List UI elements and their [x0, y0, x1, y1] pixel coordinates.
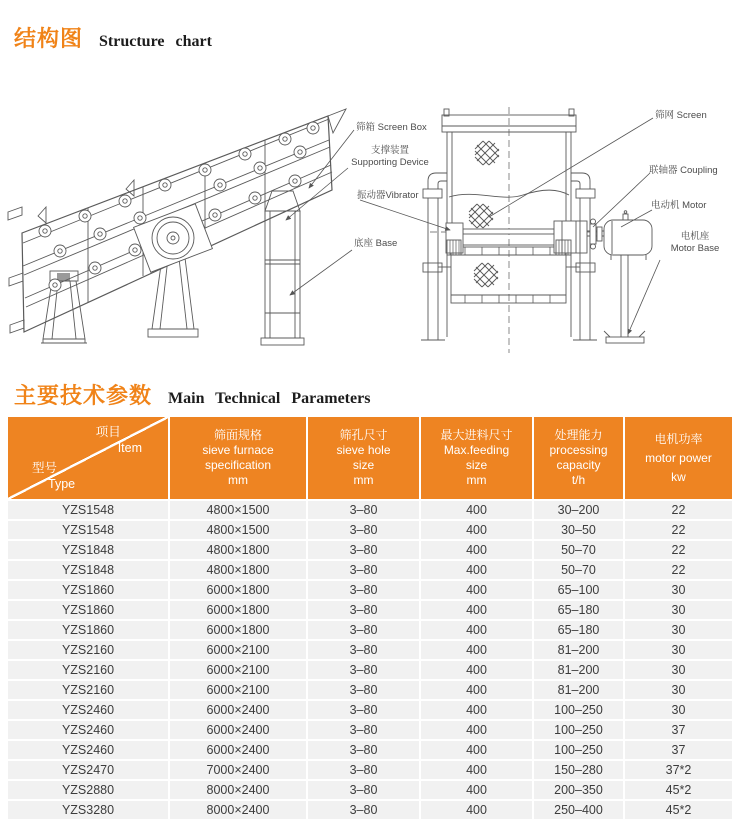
header-cell-max-feeding-size: 最大进料尺寸 Max.feeding size mm	[421, 417, 532, 499]
label-motor-base-en: Motor Base	[670, 243, 720, 254]
parameters-table-wrap	[6, 415, 734, 821]
table-body	[8, 501, 732, 819]
cell-motor-power: 22	[625, 521, 732, 539]
cell-sieve-specification: 6000×2400	[170, 741, 306, 759]
structure-diagram	[0, 85, 750, 380]
cell-motor-power: 45*2	[625, 801, 732, 819]
cell-sieve-specification: 6000×1800	[170, 601, 306, 619]
cell-model: YZS2160	[8, 641, 168, 659]
cell-processing-capacity: 30–200	[534, 501, 623, 519]
cell-processing-capacity: 65–180	[534, 621, 623, 639]
cell-sieve-hole-size: 3–80	[308, 681, 419, 699]
cell-sieve-specification: 6000×1800	[170, 581, 306, 599]
table-row	[8, 621, 732, 639]
cell-max-feeding-size: 400	[421, 641, 532, 659]
cell-motor-power: 30	[625, 701, 732, 719]
table-row	[8, 601, 732, 619]
cell-motor-power: 37*2	[625, 761, 732, 779]
cell-motor-power: 37	[625, 721, 732, 739]
label-base: 底座 Base	[354, 238, 398, 249]
table-row	[8, 661, 732, 679]
label-screen-box: 筛箱 Screen Box	[356, 122, 427, 133]
header-type: 型号 Type	[32, 461, 76, 491]
label-supporting-cn: 支撑装置	[370, 145, 409, 156]
front-view-drawing	[421, 107, 652, 353]
cell-model: YZS1860	[8, 621, 168, 639]
cell-sieve-specification: 6000×2400	[170, 701, 306, 719]
label-supporting-device	[334, 145, 446, 169]
cell-model: YZS1848	[8, 561, 168, 579]
cell-motor-power: 30	[625, 581, 732, 599]
cell-motor-power: 22	[625, 561, 732, 579]
cell-model: YZS2460	[8, 701, 168, 719]
cell-motor-power: 37	[625, 741, 732, 759]
cell-max-feeding-size: 400	[421, 561, 532, 579]
table-header	[8, 417, 732, 499]
cell-sieve-hole-size: 3–80	[308, 701, 419, 719]
cell-sieve-specification: 6000×1800	[170, 621, 306, 639]
cell-max-feeding-size: 400	[421, 701, 532, 719]
table-row	[8, 801, 732, 819]
parameters-title-cn: 主要技术参数	[14, 383, 153, 408]
cell-processing-capacity: 65–100	[534, 581, 623, 599]
cell-processing-capacity: 100–250	[534, 701, 623, 719]
cell-max-feeding-size: 400	[421, 661, 532, 679]
label-supporting-en: Supporting Device	[351, 157, 429, 168]
cell-model: YZS2470	[8, 761, 168, 779]
cell-sieve-specification: 4800×1800	[170, 561, 306, 579]
cell-max-feeding-size: 400	[421, 541, 532, 559]
cell-model: YZS2160	[8, 661, 168, 679]
cell-motor-power: 30	[625, 641, 732, 659]
structure-title-cn: 结构图	[14, 26, 84, 51]
header-cell-sieve-specification: 筛面规格 sieve furnace specification mm	[170, 417, 306, 499]
cell-max-feeding-size: 400	[421, 681, 532, 699]
cell-model: YZS2460	[8, 721, 168, 739]
cell-sieve-specification: 4800×1500	[170, 521, 306, 539]
header-cell-type-item	[8, 417, 168, 499]
cell-sieve-hole-size: 3–80	[308, 621, 419, 639]
table-row	[8, 681, 732, 699]
cell-sieve-specification: 8000×2400	[170, 801, 306, 819]
table-row	[8, 741, 732, 759]
cell-processing-capacity: 65–180	[534, 601, 623, 619]
cell-motor-power: 30	[625, 661, 732, 679]
cell-sieve-hole-size: 3–80	[308, 761, 419, 779]
side-view-drawing	[8, 109, 346, 345]
header-cell-motor-power: 电机功率 motor power kw	[625, 417, 732, 499]
cell-sieve-hole-size: 3–80	[308, 541, 419, 559]
cell-motor-power: 22	[625, 501, 732, 519]
structure-chart-title	[14, 22, 212, 53]
cell-max-feeding-size: 400	[421, 761, 532, 779]
motor-detail	[587, 211, 652, 343]
table-row	[8, 561, 732, 579]
cell-sieve-specification: 6000×2100	[170, 661, 306, 679]
cell-processing-capacity: 200–350	[534, 781, 623, 799]
cell-sieve-hole-size: 3–80	[308, 521, 419, 539]
cell-max-feeding-size: 400	[421, 521, 532, 539]
header-cell-sieve-hole-size: 筛孔尺寸 sieve hole size mm	[308, 417, 419, 499]
cell-sieve-hole-size: 3–80	[308, 501, 419, 519]
cell-max-feeding-size: 400	[421, 801, 532, 819]
cell-sieve-specification: 6000×2100	[170, 681, 306, 699]
cell-processing-capacity: 50–70	[534, 561, 623, 579]
cell-sieve-specification: 4800×1800	[170, 541, 306, 559]
table-row	[8, 721, 732, 739]
cell-model: YZS2160	[8, 681, 168, 699]
cell-processing-capacity: 81–200	[534, 681, 623, 699]
table-row	[8, 581, 732, 599]
cell-processing-capacity: 81–200	[534, 641, 623, 659]
cell-processing-capacity: 100–250	[534, 741, 623, 759]
table-row	[8, 501, 732, 519]
cell-sieve-hole-size: 3–80	[308, 721, 419, 739]
header-cell-processing-capacity: 处理能力 processing capacity t/h	[534, 417, 623, 499]
cell-sieve-hole-size: 3–80	[308, 561, 419, 579]
cell-max-feeding-size: 400	[421, 601, 532, 619]
cell-max-feeding-size: 400	[421, 581, 532, 599]
cell-sieve-hole-size: 3–80	[308, 581, 419, 599]
cell-max-feeding-size: 400	[421, 781, 532, 799]
cell-sieve-specification: 8000×2400	[170, 781, 306, 799]
table-row	[8, 641, 732, 659]
cell-processing-capacity: 81–200	[534, 661, 623, 679]
cell-max-feeding-size: 400	[421, 721, 532, 739]
table-row	[8, 521, 732, 539]
vibrator-detail	[134, 204, 213, 272]
cell-max-feeding-size: 400	[421, 741, 532, 759]
cell-motor-power: 30	[625, 621, 732, 639]
cell-model: YZS3280	[8, 801, 168, 819]
label-motor-base-cn: 电机座	[680, 231, 710, 242]
cell-processing-capacity: 30–50	[534, 521, 623, 539]
cell-sieve-hole-size: 3–80	[308, 601, 419, 619]
cell-sieve-hole-size: 3–80	[308, 661, 419, 679]
parameters-table	[6, 415, 734, 821]
label-vibrator: 振动器Vibrator	[357, 190, 419, 201]
cell-model: YZS2880	[8, 781, 168, 799]
parameters-title	[14, 379, 370, 410]
cell-sieve-specification: 6000×2400	[170, 721, 306, 739]
cell-sieve-specification: 7000×2400	[170, 761, 306, 779]
structure-title-en: Structure chart	[99, 33, 212, 50]
cell-sieve-hole-size: 3–80	[308, 801, 419, 819]
cell-sieve-specification: 4800×1500	[170, 501, 306, 519]
cell-sieve-specification: 6000×2100	[170, 641, 306, 659]
cell-max-feeding-size: 400	[421, 621, 532, 639]
cell-model: YZS2460	[8, 741, 168, 759]
label-coupling: 联轴器 Coupling	[649, 165, 718, 176]
cell-model: YZS1848	[8, 541, 168, 559]
parameters-title-en: Main Technical Parameters	[168, 390, 371, 407]
cell-sieve-hole-size: 3–80	[308, 741, 419, 759]
label-motor-base	[650, 231, 740, 255]
cell-sieve-hole-size: 3–80	[308, 781, 419, 799]
cell-sieve-hole-size: 3–80	[308, 641, 419, 659]
cell-model: YZS1548	[8, 501, 168, 519]
cell-motor-power: 30	[625, 681, 732, 699]
table-row	[8, 701, 732, 719]
table-row	[8, 541, 732, 559]
cell-model: YZS1860	[8, 581, 168, 599]
cell-motor-power: 30	[625, 601, 732, 619]
cell-motor-power: 45*2	[625, 781, 732, 799]
table-row	[8, 781, 732, 799]
table-row	[8, 761, 732, 779]
cell-motor-power: 22	[625, 541, 732, 559]
label-screen: 筛网 Screen	[655, 110, 707, 121]
cell-max-feeding-size: 400	[421, 501, 532, 519]
cell-processing-capacity: 50–70	[534, 541, 623, 559]
cell-model: YZS1860	[8, 601, 168, 619]
cell-processing-capacity: 100–250	[534, 721, 623, 739]
cell-processing-capacity: 150–280	[534, 761, 623, 779]
header-item: 项目 Item	[95, 425, 142, 455]
cell-model: YZS1548	[8, 521, 168, 539]
label-motor: 电动机 Motor	[651, 200, 707, 211]
cell-processing-capacity: 250–400	[534, 801, 623, 819]
